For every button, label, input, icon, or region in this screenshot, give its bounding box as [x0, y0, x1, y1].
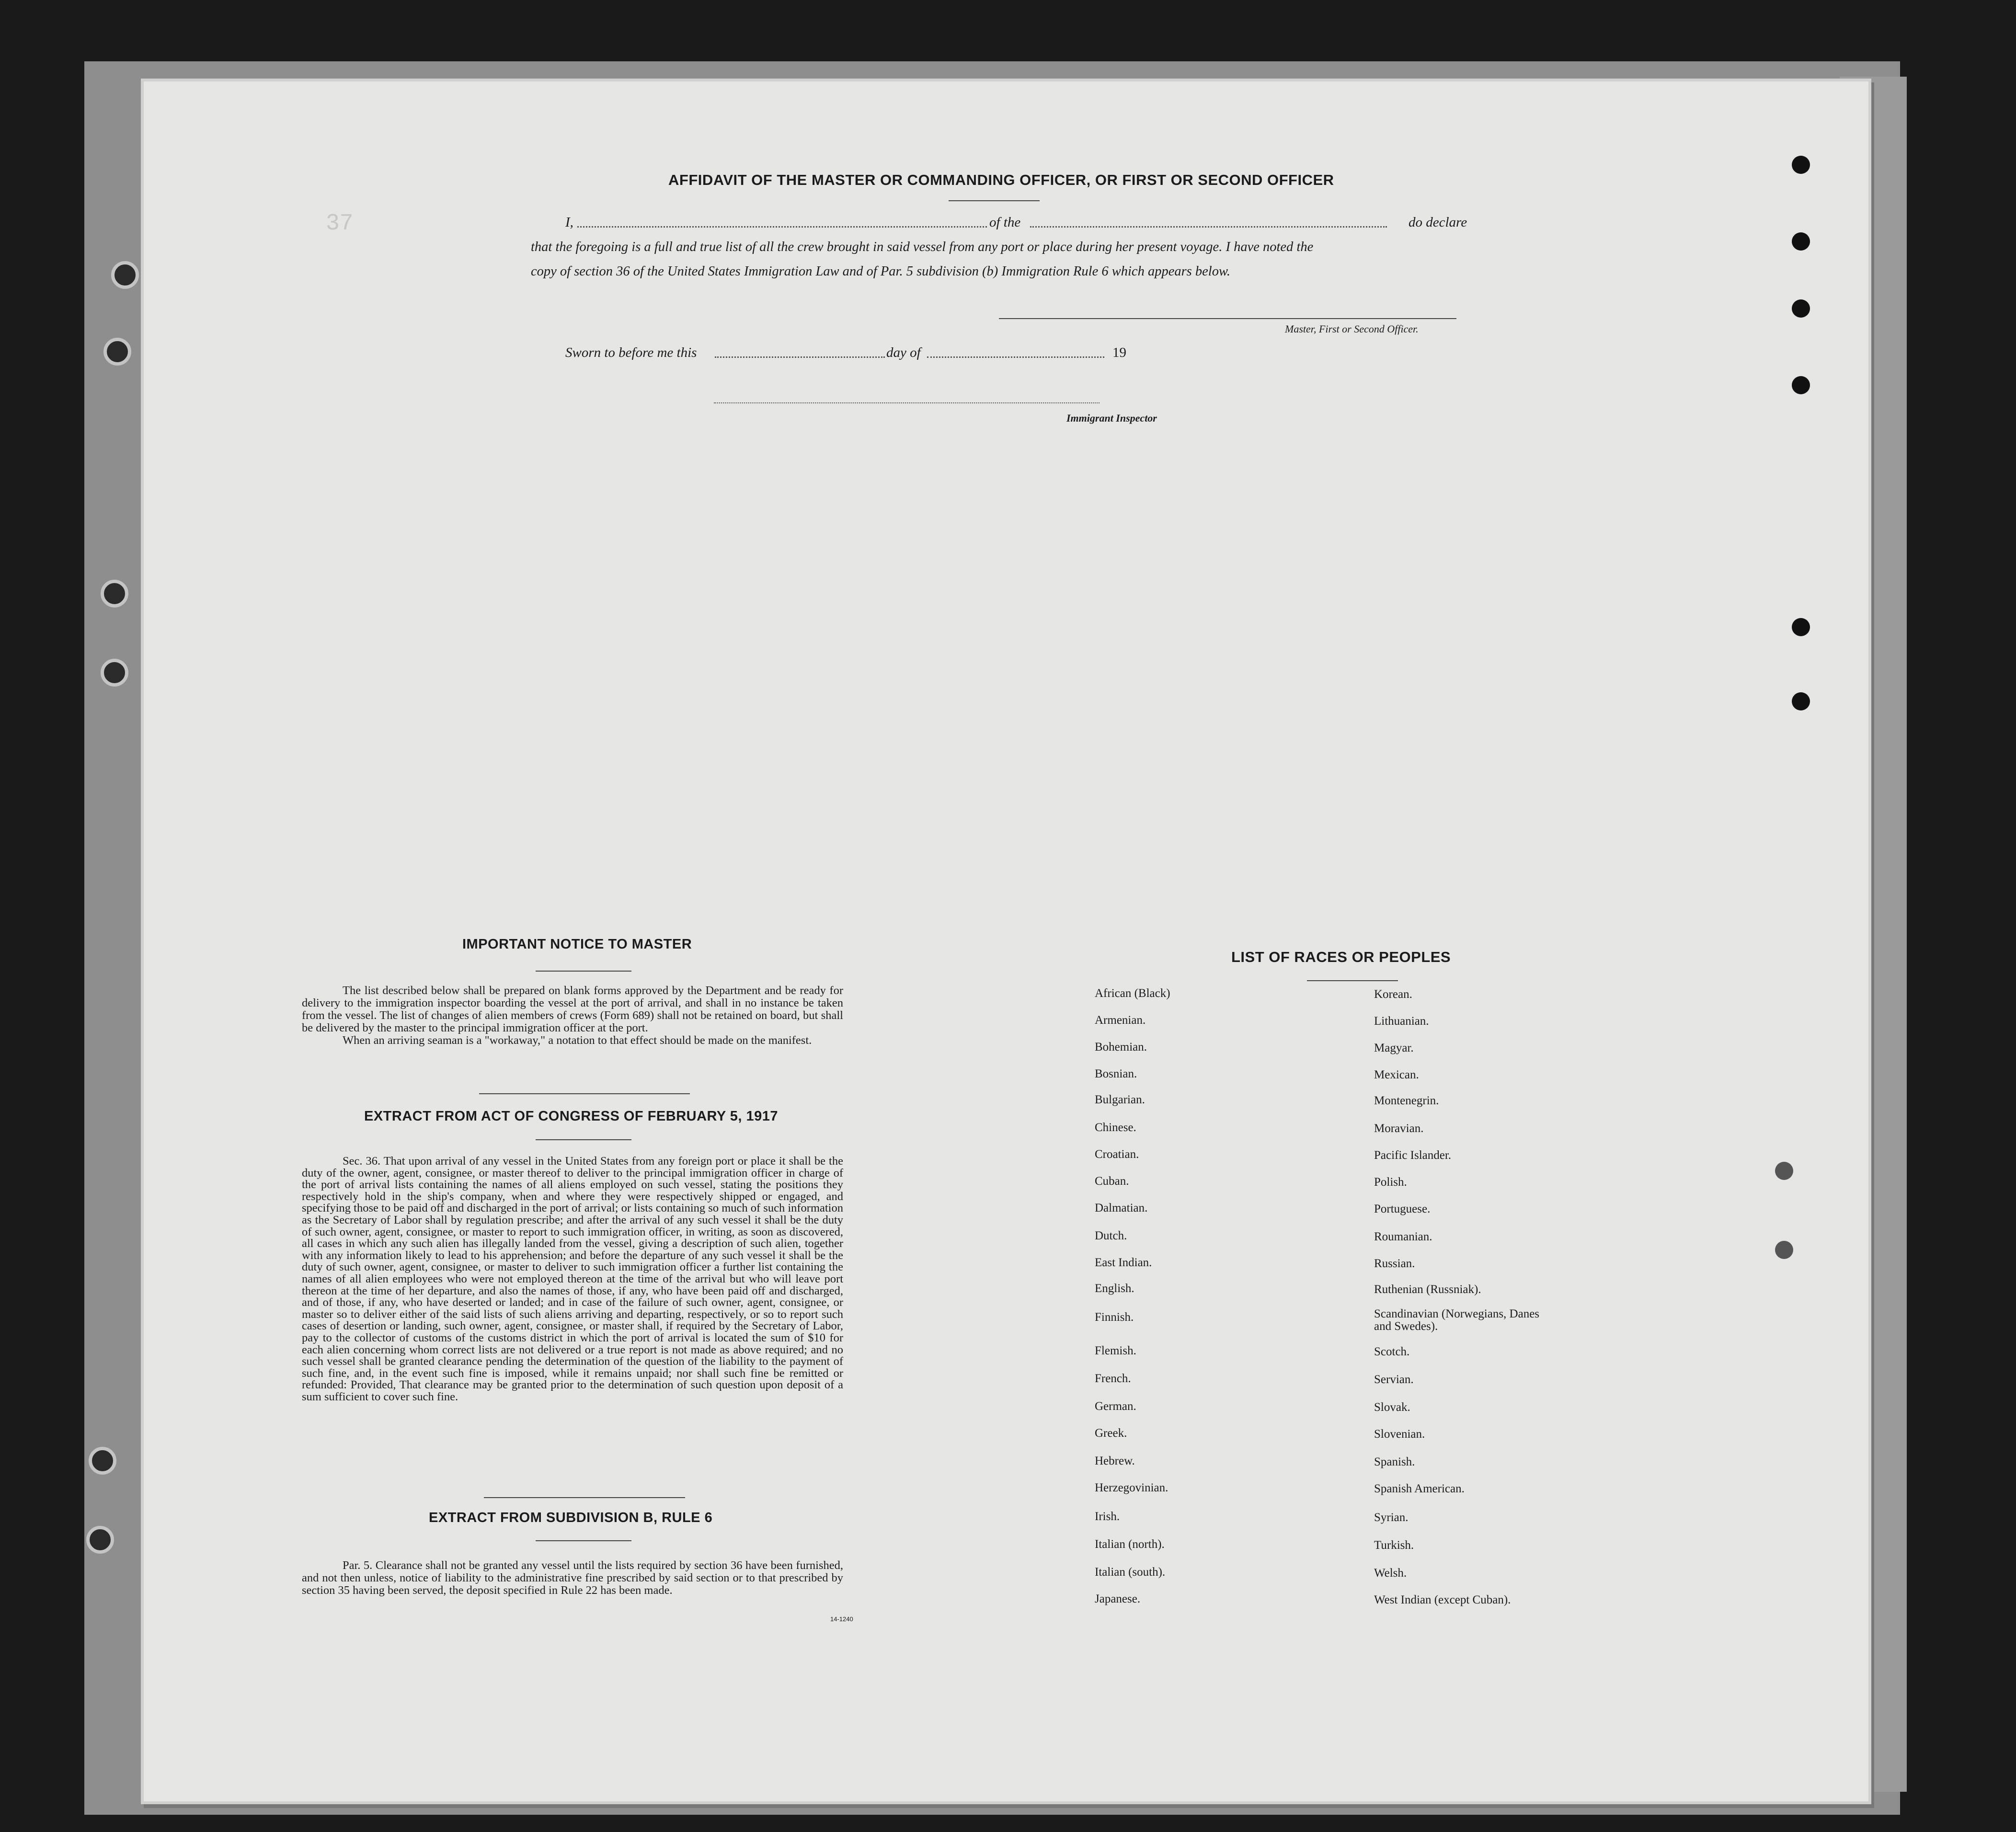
binder-hole: [89, 1447, 116, 1475]
notice-rule: [536, 971, 631, 972]
race-item: German.: [1095, 1400, 1136, 1413]
punch-hole: [1792, 232, 1810, 251]
race-item: Greek.: [1095, 1427, 1127, 1440]
race-item: Welsh.: [1374, 1567, 1407, 1580]
sworn-month-blank: [927, 356, 1104, 358]
race-item: Portuguese.: [1374, 1202, 1431, 1215]
affidavit-line2: that the foregoing is a full and true list of all the crew brought in said vessel from any port or place during her present voyage. I have noted the: [531, 240, 1314, 254]
race-item: East Indian.: [1095, 1256, 1152, 1269]
race-item: Cuban.: [1095, 1175, 1129, 1188]
race-item: Polish.: [1374, 1176, 1407, 1189]
race-item: Magyar.: [1374, 1042, 1414, 1054]
form-number: 14-1240: [830, 1615, 853, 1623]
race-item: Finnish.: [1095, 1311, 1134, 1324]
binder-hole: [101, 580, 128, 607]
par-5-text: Par. 5. Clearance shall not be granted any vessel until the lists required by section 36 have been furnished, and not then unless, notice of liability to the administrative fine prescribed by said section or to that prescribed by section 35 having been served, the deposit specified in Rule 22 has been made.: [302, 1559, 843, 1597]
inspector-signature-line: [714, 402, 1100, 403]
extract-rule-body: [302, 1559, 843, 1597]
sworn-day-blank: [715, 356, 885, 358]
extract-act-rule: [536, 1139, 631, 1140]
section-36-text: Sec. 36. That upon arrival of any vessel in the United States from any foreign port or place it shall be the duty of the owner, agent, consignee, or master thereof to deliver to the principal immigration officer in charge of the port of arrival lists containing the names of all aliens employed on such vessel, stating the positions they respectively hold in the ship's company, when and where they were respectively shipped or engaged, and specifying those to be paid off and discharged in the port of arrival; or lists containing so much of such information as the Secretary of Labor shall by regulation prescribe; and after the arrival of any such vessel it shall be the duty of such owner, agent, consignee, or master to report to such immigration officer, in writing, as soon as discovered, all cases in which any such alien has illegally landed from the vessel, giving a description of such alien, together with any information likely to lead to his apprehension; and before the departure of any such vessel it shall be the duty of such owner, agent, consignee, or master to deliver to such immigration officer a further list containing the names of all alien employees who were not employed thereon at the time of the arrival but who will leave port thereon at the time of her departure, and also the names of those, if any, who have been paid off and discharged, and of those, if any, who have deserted or landed; and in case of the failure of such owner, agent, consignee, or master so to deliver either of the said lists of such aliens arriving and departing, respectively, or so to report such cases of desertion or landing, such owner, agent, consignee, or master shall, if required by the Secretary of Labor, pay to the collector of customs of the customs district in which the port of arrival is located the sum of $10 for each alien concerning whom correct lists are not delivered or a true report is not made as above required; and no such vessel shall be granted clearance pending the determination of the question of the liability to the payment of such fine, and, in the event such fine is imposed, while it remains unpaid; nor shall such fine be remitted or refunded: Provided, That clearance may be granted prior to the determination of such question upon deposit of a sum sufficient to cover such fine.: [302, 1155, 843, 1403]
vessel-blank: [1030, 226, 1387, 228]
inspector-caption: Immigrant Inspector: [1066, 412, 1157, 424]
affidavit-of-the: of the: [989, 215, 1021, 230]
name-blank: [577, 226, 987, 228]
race-item: West Indian (except Cuban).: [1374, 1593, 1511, 1606]
race-item: Armenian.: [1095, 1014, 1146, 1027]
race-item: Servian.: [1374, 1373, 1414, 1386]
race-item: Moravian.: [1374, 1122, 1424, 1135]
race-item: Montenegrin.: [1374, 1094, 1439, 1107]
section-rule: [479, 1093, 690, 1094]
race-item: Croatian.: [1095, 1148, 1139, 1161]
race-item: Korean.: [1374, 988, 1412, 1001]
notice-paragraph-2: When an arriving seaman is a "workaway," a notation to that effect should be made on the manifest.: [343, 1034, 812, 1047]
race-item: Italian (south).: [1095, 1566, 1166, 1579]
punch-hole: [1792, 618, 1810, 636]
punch-hole: [1792, 692, 1810, 710]
notice-body: [302, 985, 843, 1047]
punch-hole: [1775, 1162, 1793, 1180]
race-item: Lithuanian.: [1374, 1015, 1429, 1028]
master-caption: Master, First or Second Officer.: [1285, 323, 1419, 335]
race-item: Mexican.: [1374, 1068, 1419, 1081]
race-item: Dutch.: [1095, 1229, 1127, 1242]
race-item: Irish.: [1095, 1510, 1120, 1523]
race-item: Herzegovinian.: [1095, 1481, 1168, 1494]
margin-mark: 37: [326, 211, 354, 237]
race-item: Bohemian.: [1095, 1041, 1147, 1053]
race-item: Russian.: [1374, 1257, 1415, 1270]
affidavit-i: I,: [565, 215, 573, 230]
title-rule: [949, 200, 1040, 201]
punch-hole: [1775, 1241, 1793, 1259]
race-item: Flemish.: [1095, 1344, 1136, 1357]
extract-rule-rule: [536, 1540, 631, 1541]
master-signature-line: [999, 318, 1456, 319]
binder-hole: [101, 659, 128, 687]
race-item: Syrian.: [1374, 1511, 1409, 1524]
race-item: Hebrew.: [1095, 1454, 1135, 1467]
race-item: Turkish.: [1374, 1539, 1414, 1552]
race-item: Italian (north).: [1095, 1538, 1165, 1551]
races-title: LIST OF RACES OR PEOPLES: [1231, 949, 1451, 965]
race-item: French.: [1095, 1372, 1131, 1385]
binder-hole: [86, 1526, 114, 1554]
race-item: English.: [1095, 1282, 1134, 1295]
race-item: Bosnian.: [1095, 1067, 1137, 1080]
affidavit-line3: copy of section 36 of the United States Immigration Law and of Par. 5 subdivision (b) Immigration Rule 6 which appears below.: [531, 264, 1230, 279]
punch-hole: [1792, 376, 1810, 394]
affidavit-do-declare: do declare: [1409, 215, 1467, 230]
extract-rule-title: EXTRACT FROM SUBDIVISION B, RULE 6: [429, 1510, 713, 1525]
race-item: Dalmatian.: [1095, 1202, 1148, 1214]
race-item: Slovak.: [1374, 1401, 1410, 1414]
race-item: Bulgarian.: [1095, 1093, 1145, 1106]
section-rule: [484, 1497, 685, 1498]
document-page: [144, 81, 1868, 1801]
extract-act-title: EXTRACT FROM ACT OF CONGRESS OF FEBRUARY 5, 1917: [364, 1109, 779, 1124]
race-item: Chinese.: [1095, 1121, 1136, 1134]
binder-hole: [103, 338, 131, 366]
punch-hole: [1792, 299, 1810, 318]
race-item: Japanese.: [1095, 1592, 1141, 1605]
race-item: Slovenian.: [1374, 1428, 1425, 1441]
race-item: Pacific Islander.: [1374, 1149, 1452, 1162]
day-of-label: day of: [886, 345, 921, 360]
race-item: Ruthenian (Russniak).: [1374, 1283, 1481, 1296]
race-item: Roumanian.: [1374, 1230, 1432, 1243]
sworn-label: Sworn to before me this: [565, 345, 697, 360]
affidavit-title: AFFIDAVIT OF THE MASTER OR COMMANDING OFFICER, OR FIRST OR SECOND OFFICER: [668, 172, 1334, 188]
race-item: African (Black): [1095, 987, 1170, 1000]
binder-hole: [111, 261, 139, 289]
race-item: Spanish American.: [1374, 1482, 1465, 1495]
notice-paragraph-1: The list described below shall be prepared on blank forms approved by the Department and be ready for delivery to the immigration inspector boarding the vessel at the port of arrival, and shall in no instance be taken from the vessel. The list of changes of alien members of crews (Form 689) shall not be retained on board, but shall be delivered by the master to the principal immigration officer at the port.: [302, 984, 843, 1034]
notice-title: IMPORTANT NOTICE TO MASTER: [462, 937, 692, 952]
extract-act-body: [302, 1156, 843, 1403]
races-rule: [1307, 980, 1398, 981]
race-item: Spanish.: [1374, 1455, 1415, 1468]
race-item: Scandinavian (Norwegians, Danes and Swedes).: [1374, 1307, 1540, 1333]
year-label: 19: [1112, 345, 1126, 360]
punch-hole: [1792, 156, 1810, 174]
race-item: Scotch.: [1374, 1345, 1410, 1358]
